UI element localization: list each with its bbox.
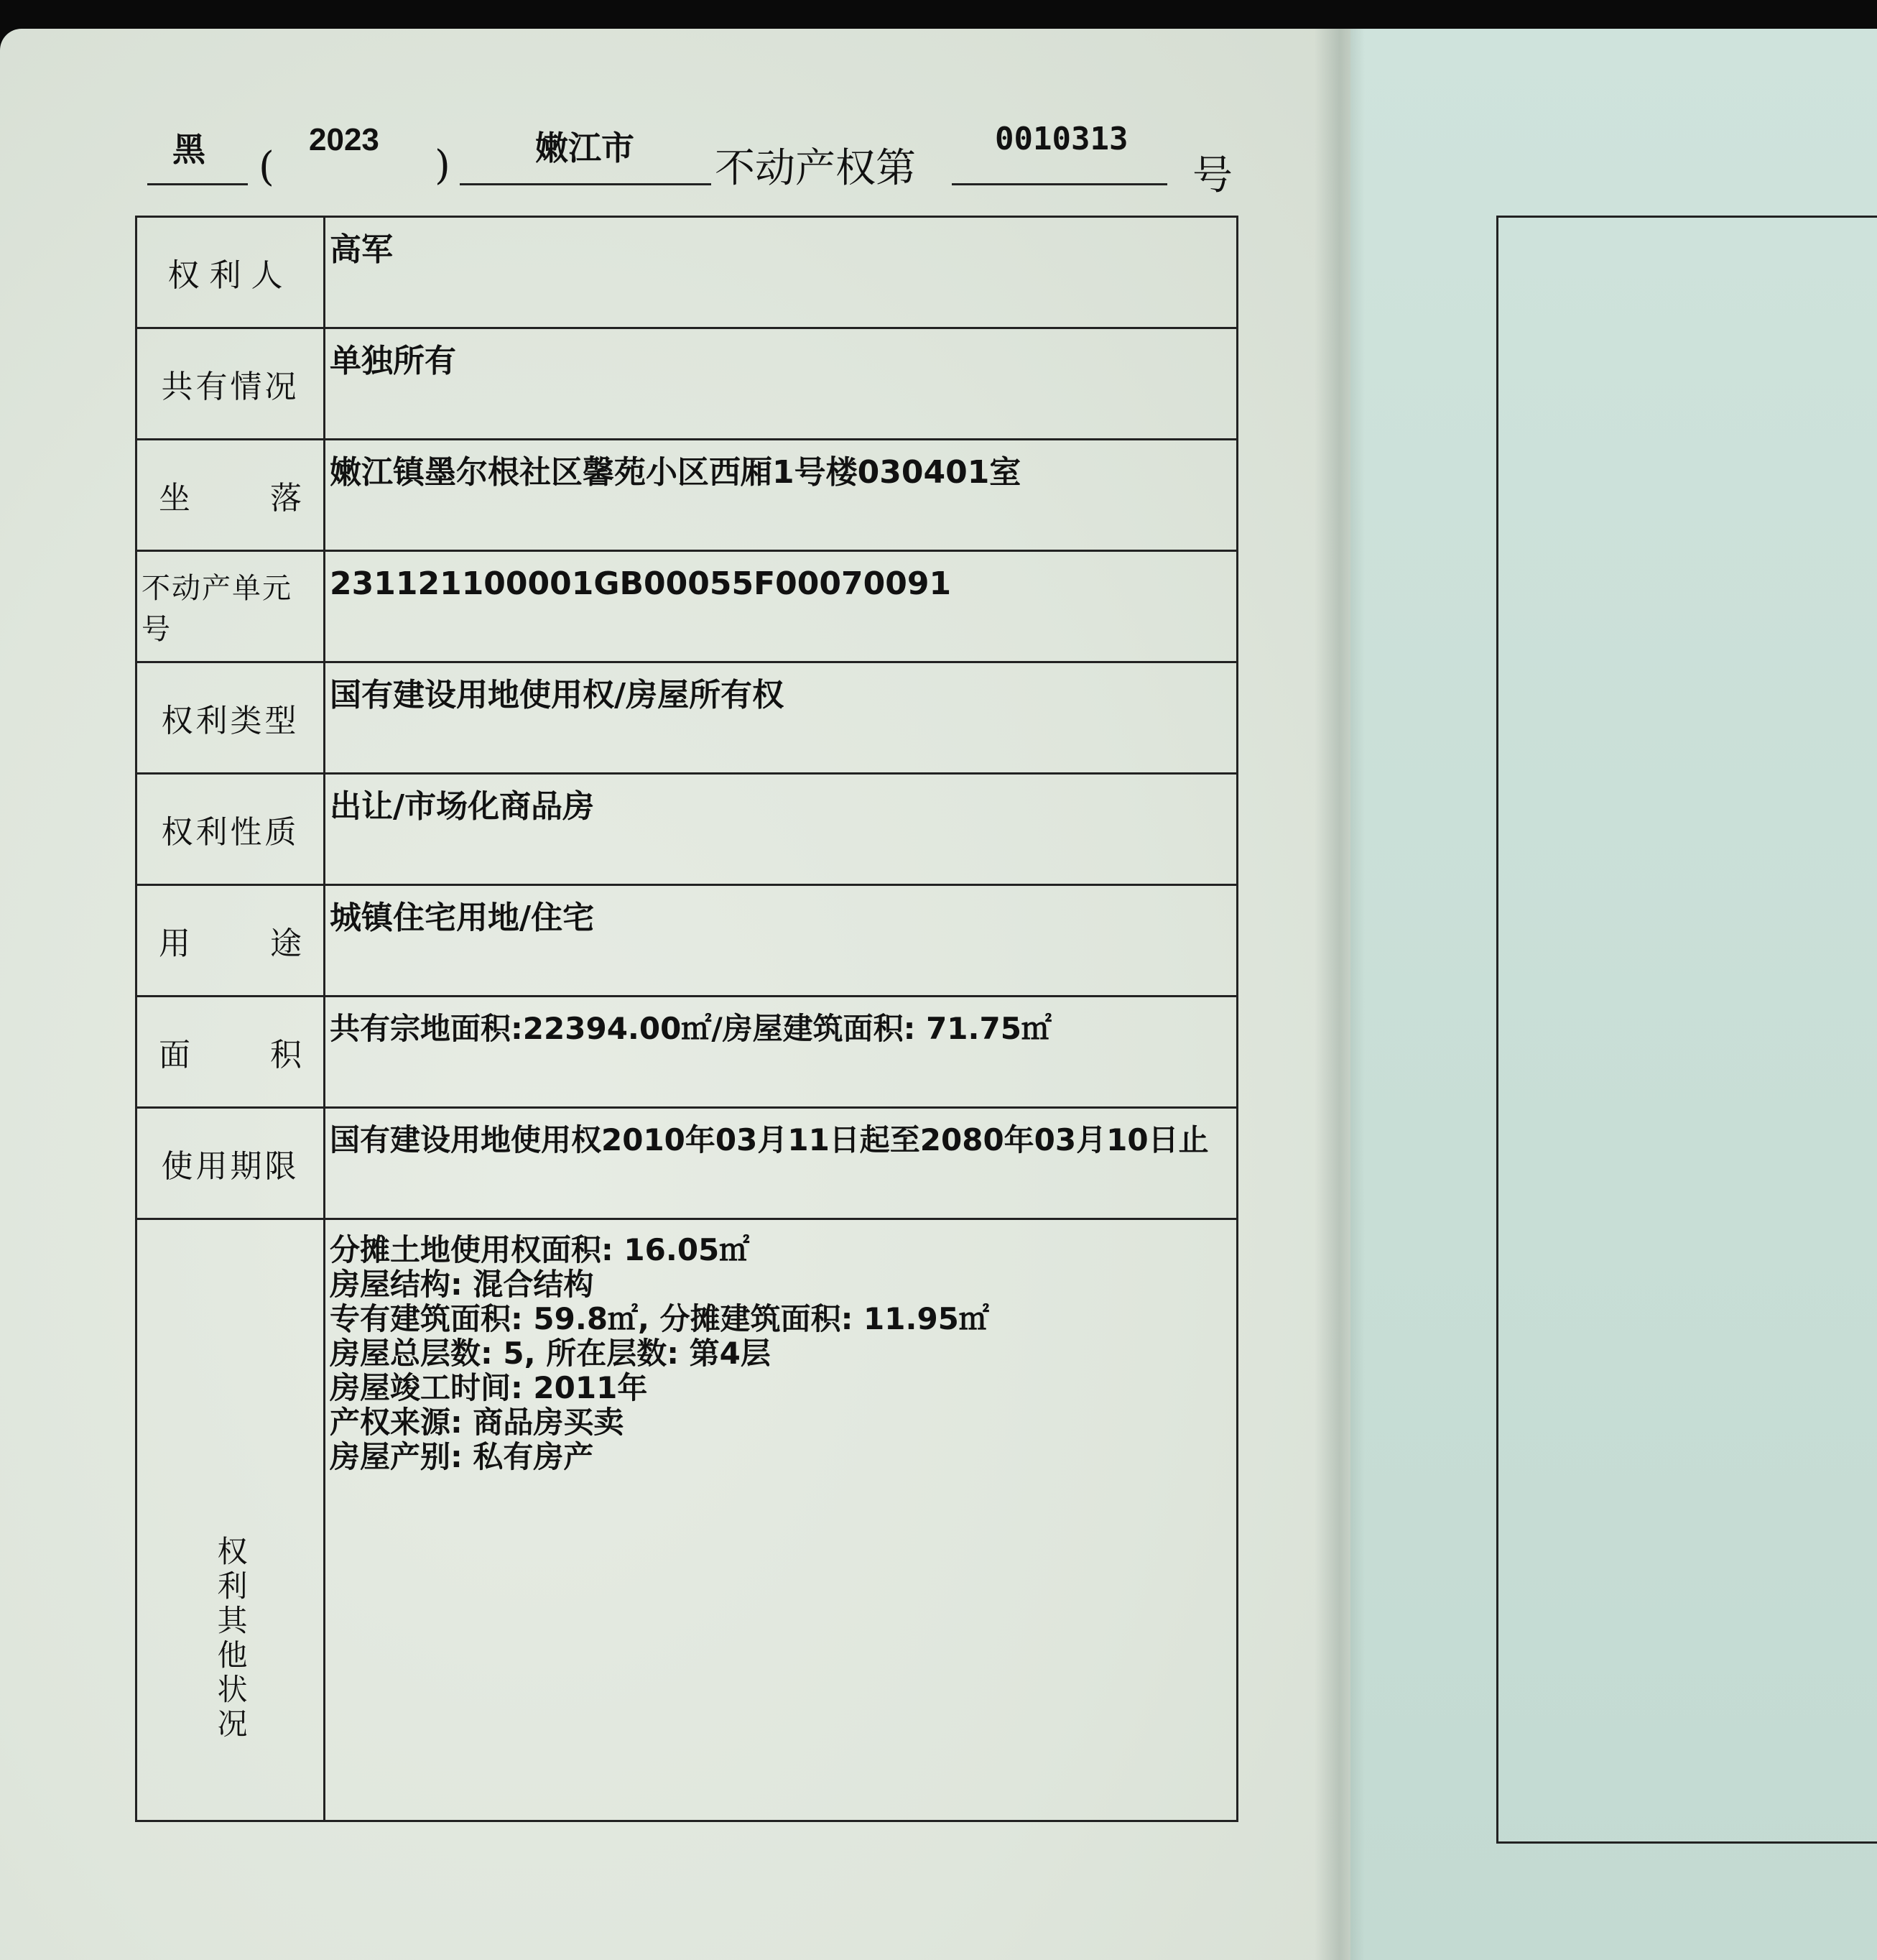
row-right-nature <box>137 775 1236 886</box>
label-char: 途 <box>270 925 302 962</box>
value-unit-number: 231121100001GB00055F00070091 <box>330 565 952 602</box>
label-area <box>137 997 325 1106</box>
cert-suffix: 号 <box>1192 152 1233 199</box>
label-char: 人 <box>251 257 293 294</box>
value-area: 共有宗地面积:22394.00㎡/房屋建筑面积: 71.75㎡ <box>330 1011 1052 1046</box>
value-usage: 城镇住宅用地/住宅 <box>330 900 595 936</box>
other-line: 房屋产别: 私有房产 <box>330 1439 594 1474</box>
other-line: 房屋竣工时间: 2011年 <box>330 1370 648 1405</box>
label-other-text: 权利其他状况 <box>213 1535 249 1742</box>
cert-number: 0010313 <box>995 121 1128 157</box>
label-owner <box>137 218 325 327</box>
label-char: 落 <box>270 480 302 517</box>
label-term: 使用期限 <box>137 1109 325 1218</box>
other-line: 专有建筑面积: 59.8㎡, 分摊建筑面积: 11.95㎡ <box>330 1301 989 1336</box>
row-other <box>137 1220 1236 1820</box>
other-line: 房屋结构: 混合结构 <box>330 1267 594 1302</box>
label-usage <box>137 886 325 995</box>
certificate-header <box>144 108 1264 199</box>
row-ownership <box>137 329 1236 440</box>
number-underline <box>952 183 1167 185</box>
label-ownership: 共有情况 <box>137 329 325 438</box>
row-area <box>137 997 1236 1109</box>
row-unit-number <box>137 552 1236 663</box>
label-location <box>137 440 325 550</box>
label-char: 积 <box>270 1037 302 1073</box>
other-line: 分摊土地使用权面积: 16.05㎡ <box>330 1232 750 1267</box>
value-right-nature: 出让/市场化商品房 <box>330 788 595 825</box>
row-right-type <box>137 663 1236 775</box>
cert-label: 不动产权第 <box>715 145 916 192</box>
other-line: 产权来源: 商品房买卖 <box>330 1405 624 1440</box>
value-location: 嫩江镇墨尔根社区馨苑小区西厢1号楼030401室 <box>330 454 1021 491</box>
value-owner: 高军 <box>330 231 393 268</box>
book-spine <box>1315 29 1365 1960</box>
year: 2023 <box>309 122 379 157</box>
label-char: 用 <box>159 925 190 962</box>
province-abbr: 黑 <box>172 130 205 169</box>
value-ownership: 单独所有 <box>330 343 456 379</box>
label-char: 坐 <box>159 480 190 517</box>
row-location <box>137 440 1236 552</box>
value-right-type: 国有建设用地使用权/房屋所有权 <box>330 677 784 713</box>
right-page-frame <box>1496 216 1877 1844</box>
city: 嫩江市 <box>535 129 634 167</box>
label-other <box>137 1220 325 1820</box>
other-line: 房屋总层数: 5, 所在层数: 第4层 <box>330 1336 771 1371</box>
property-info-table <box>135 216 1238 1822</box>
label-right-type: 权利类型 <box>137 663 325 772</box>
open-paren: ( <box>259 144 274 190</box>
label-char: 权 <box>167 257 210 294</box>
row-owner <box>137 218 1236 329</box>
city-underline <box>460 183 711 185</box>
label-right-nature: 权利性质 <box>137 775 325 884</box>
close-paren: ) <box>435 142 450 189</box>
label-char: 利 <box>209 257 251 294</box>
row-usage <box>137 886 1236 997</box>
province-underline <box>147 183 248 185</box>
value-other <box>325 1220 1236 1820</box>
label-char: 面 <box>159 1037 190 1073</box>
row-term <box>137 1109 1236 1220</box>
value-term: 国有建设用地使用权2010年03月11日起至2080年03月10日止 <box>330 1122 1209 1157</box>
label-unit-number: 不动产单元号 <box>137 552 325 661</box>
